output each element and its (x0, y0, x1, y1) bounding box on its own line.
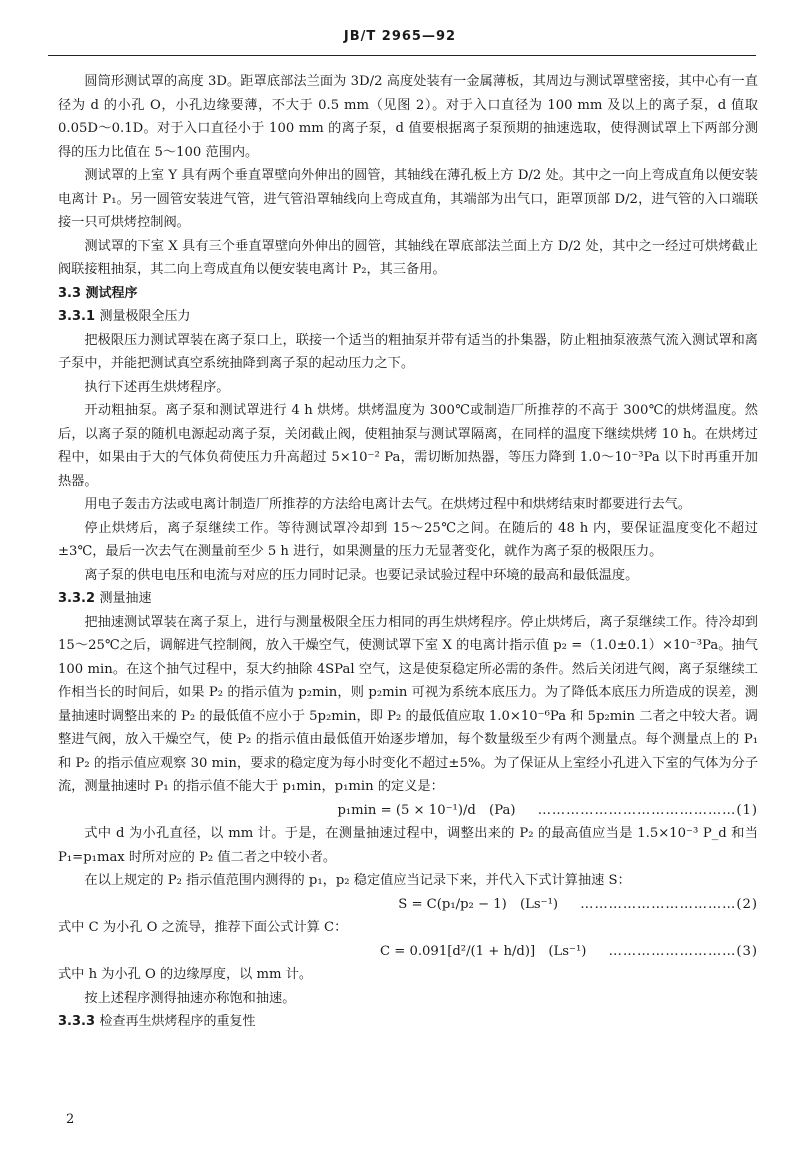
paragraph: 按上述程序测得抽速亦称饱和抽速。 (84, 990, 296, 1006)
equation-number: ……………………………………(1) (537, 802, 758, 818)
section-heading-3-3: 3.3 测试程序 (58, 285, 138, 301)
header-rule (48, 55, 756, 56)
standard-code-header: JB/T 2965—92 (343, 29, 457, 44)
section-number: 3.3.1 (58, 309, 96, 324)
paragraph: 用电子轰击方法或电离计制造厂所推荐的方法给电离计去气。在烘烤过程中和烘烤结束时都要进行去气。 (84, 497, 692, 512)
section-number: 3.3.2 (58, 591, 96, 606)
section-title: 检查再生烘烤程序的重复性 (99, 1014, 256, 1029)
document-body (58, 70, 758, 1034)
paragraph: 把极限压力测试罩装在离子泵口上，联接一个适当的粗抽泵并带有适当的扑集器，防止粗抽泵液蒸气流入测试罩和离子泵中，并能把测试真空系统抽降到离子泵的起动压力之下。 (58, 332, 758, 371)
equation-number: ………………………(3) (608, 943, 758, 959)
paragraph: 在以上规定的 P₂ 指示值范围内测得的 p₁，p₂ 稳定值应当记录下来，并代入下式计算抽速 S： (84, 873, 631, 888)
section-title: 测量抽速 (99, 591, 152, 606)
section-heading-3-3-3 (58, 1010, 758, 1034)
paragraph: 式中 h 为小孔 O 的边缘厚度，以 mm 计。 (58, 967, 313, 982)
page-number: 2 (66, 1112, 75, 1127)
section-heading-3-3-1 (58, 305, 758, 329)
paragraph: 开动粗抽泵。离子泵和测试罩进行 4 h 烘烤。烘烤温度为 300℃或制造厂所推荐的不高于 300℃的烘烤温度。然后，以离子泵的随机电源起动离子泵，关闭截止阀，使粗抽泵与测试罩隔离，在同样的温度下继续烘烤 10 h。在烘烤过程中，如果由于大的气体负荷使压力升高超过 5×10⁻² Pa，需切断加热器，等压力降到 1.0～10⁻³Pa 以下时再重开加热器。 (58, 403, 758, 489)
paragraph: 离子泵的供电电压和电流与对应的压力同时记录。也要记录试验过程中环境的最高和最低温度。 (84, 567, 639, 583)
equation-body: C = 0.091[d²/(1 + h/d)] (Ls⁻¹) (379, 943, 587, 959)
paragraph: 执行下述再生烘烤程序。 (84, 379, 230, 395)
paragraph: 把抽速测试罩装在离子泵上，进行与测量极限全压力相同的再生烘烤程序。停止烘烤后，离子泵继续工作。待冷却到 15～25℃之后，调解进气控制阀，放入干燥空气，使测试罩下室 X 的电离计指示值 p₂ =（1.0±0.1）×10⁻³Pa。抽气 100 min。在这个抽气过程中，泵大约抽除 4SPal 空气，这是使泵稳定所必需的条件。然后关闭进气阀，离子泵继续工作相当长的时间后，如果 P₂ 的指示值为 p₂min，则 p₂min 可视为系统本底压力。为了降低本底压力所造成的误差，测量抽速时调整出来的 P₂ 的最低值不应小于 5p₂min，即 P₂ 的最低值应取 1.0×10⁻⁶Pa 和 5p₂min 二者之中较大者。调整进气阀，放入干燥空气，使 P₂ 的指示值由最低值开始逐步增加，每个数量级至少有两个测量点。每个测量点上的 P₁ 和 P₂ 的指示值应观察 30 min，要求的稳定度为每小时变化不超过±5%。为了保证从上室经小孔进入下室的气体为分子流，测量抽速时 P₁ 的指示值不能大于 p₁min，p₁min 的定义是： (58, 614, 758, 794)
paragraph: 式中 d 为小孔直径，以 mm 计。于是，在测量抽速过程中，调整出来的 P₂ 的最高值应当是 1.5×10⁻³ P_d 和当 P₁=p₁max 时所对应的 P₂ 值二者之中较小者。 (58, 826, 758, 865)
section-number: 3.3.3 (58, 1014, 96, 1029)
equation-1 (58, 799, 758, 823)
section-heading-3-3-2 (58, 587, 758, 611)
paragraph: 测试罩的下室 X 具有三个垂直罩壁向外伸出的圆管，其轴线在罩底部法兰面上方 D/2 处，其中之一经过可烘烤截止阀联接粗抽泵，其二向上弯成直角以便安装电离计 P₂，其三备用。 (58, 238, 758, 277)
equation-3 (58, 940, 758, 964)
section-title: 测量极限全压力 (99, 309, 191, 324)
equation-body: p₁min = (5 × 10⁻¹)/d (Pa) (337, 802, 516, 818)
paragraph: 圆筒形测试罩的高度 3D。距罩底部法兰面为 3D/2 高度处装有一金属薄板，其周边与测试罩壁密接，其中心有一直径为 d 的小孔 O，小孔边缘要薄，不大于 0.5 mm（见图 2）。对于入口直径为 100 mm 及以上的离子泵，d 值取 0.05D～0.1D。对于入口直径小于 100 mm 的离子泵，d 值要根据离子泵预期的抽速选取，使得测试罩上下两部分测得的压力比值在 5～100 范围内。 (58, 74, 758, 160)
equation-2 (58, 893, 758, 917)
equation-body: S = C(p₁/p₂ − 1) (Ls⁻¹) (398, 896, 559, 912)
paragraph: 式中 C 为小孔 O 之流导，推荐下面公式计算 C： (58, 920, 348, 935)
paragraph: 测试罩的上室 Y 具有两个垂直罩壁向外伸出的圆管，其轴线在薄孔板上方 D/2 处。其中之一向上弯成直角以便安装电离计 P₁。另一圆管安装进气管，进气管沿罩轴线向上弯成直角，其端部为出气口，距罩顶部 D/2，进气管的入口端联接一只可烘烤控制阀。 (58, 168, 758, 230)
equation-number: ……………………………(2) (580, 896, 758, 912)
paragraph: 停止烘烤后，离子泵继续工作。等待测试罩冷却到 15～25℃之间。在随后的 48 h 内，要保证温度变化不超过±3℃，最后一次去气在测量前至少 5 h 进行，如果测量的压力无显著变化，就作为离子泵的极限压力。 (58, 520, 758, 559)
